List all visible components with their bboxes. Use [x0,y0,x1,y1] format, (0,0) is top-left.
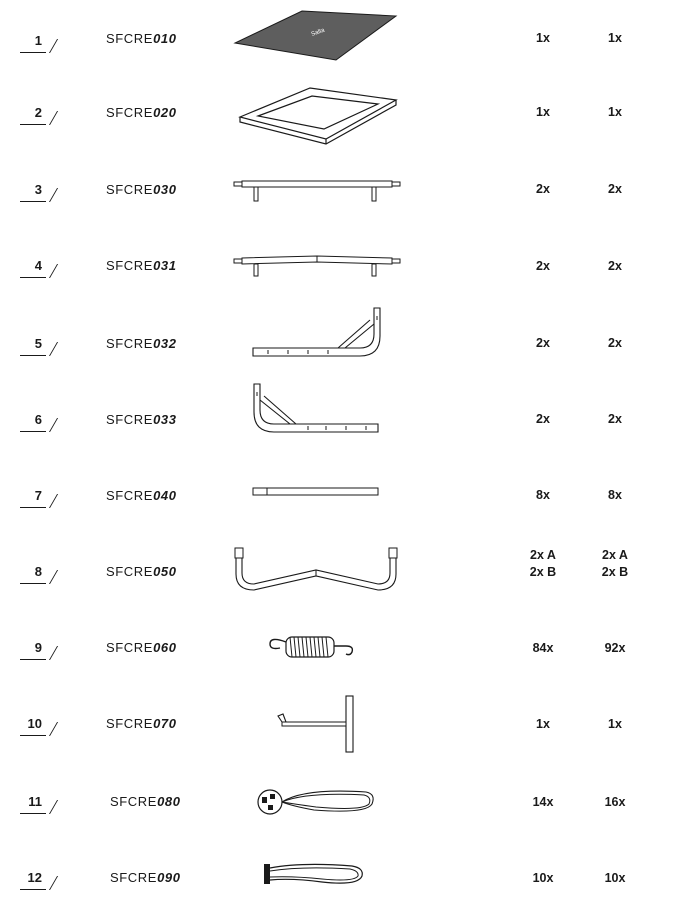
quantity-a: 2x A 2x B [529,548,557,579]
quantity-b: 2x [608,336,622,350]
part-number-text: 1 [34,33,42,48]
part-code: SFCRE031 [106,258,177,273]
part-row [0,84,673,144]
part-number [20,33,54,53]
part-code: SFCRE030 [106,182,177,197]
connector-tube-icon [252,486,380,498]
part-row [0,8,673,68]
quantity-a: 10x [532,871,554,885]
part-number [20,640,54,660]
part-code: SFCRE010 [106,31,177,46]
part-row [0,160,673,220]
padding-frame-icon [232,84,402,144]
part-number-text: 6 [34,412,42,427]
quantity-a: 14x [532,795,554,809]
quantity-a: 2x [536,182,550,196]
part-number-text: 4 [34,258,42,273]
part-code: SFCRE080 [110,794,181,809]
quantity-a: 1x [536,31,550,45]
part-row [0,466,673,526]
part-code: SFCRE033 [106,412,177,427]
bent-tube-with-legs-icon [234,253,400,279]
quantity-b: 92x [604,641,626,655]
quantity-a: 2x [536,412,550,426]
quantity-b: 8x [608,488,622,502]
quantity-b: 1x [608,105,622,119]
quantity-a: 2x [536,259,550,273]
corner-frame-right-icon [250,306,384,368]
part-row [0,390,673,450]
part-code: SFCRE050 [106,564,177,579]
strap-loop-icon [262,860,366,890]
quantity-b: 10x [604,871,626,885]
quantity-a: 8x [536,488,550,502]
part-number-text: 8 [34,564,42,579]
part-number [20,336,54,356]
part-number-text: 2 [34,105,42,120]
quantity-a: 1x [536,105,550,119]
part-number-text: 11 [28,794,42,809]
quantity-a: 1x [536,717,550,731]
part-number [20,716,54,736]
part-number [20,258,54,278]
quantity-b: 2x [608,182,622,196]
part-code: SFCRE040 [106,488,177,503]
part-number [20,105,54,125]
part-code: SFCRE020 [106,105,177,120]
part-code: SFCRE032 [106,336,177,351]
quantity-a: 2x [536,336,550,350]
part-number [20,870,54,890]
part-row [0,618,673,678]
part-row [0,848,673,908]
part-row [0,236,673,296]
quantity-b: 2x [608,412,622,426]
ball-bungee-icon [254,786,378,818]
part-number-text: 9 [34,640,42,655]
spring-puller-tool-icon [274,694,360,754]
part-number-text: 3 [34,182,42,197]
part-number [20,488,54,508]
spring-icon [266,632,356,662]
part-number-text: 12 [27,870,42,885]
quantity-a: 84x [532,641,554,655]
part-code: SFCRE060 [106,640,177,655]
u-shaped-leg-icon [232,546,402,594]
quantity-b: 2x A 2x B [601,548,629,579]
quantity-b: 16x [604,795,626,809]
svg-text:Salta: Salta [310,27,326,38]
part-number [20,182,54,202]
part-number [20,794,54,814]
part-number [20,564,54,584]
quantity-b: 1x [608,31,622,45]
part-number-text: 7 [34,488,42,503]
part-row [0,542,673,602]
part-row [0,772,673,832]
straight-tube-with-legs-icon [234,178,400,204]
part-row [0,314,673,374]
part-code: SFCRE090 [110,870,181,885]
part-number-text: 10 [27,716,42,731]
part-number-text: 5 [34,336,42,351]
part-row [0,694,673,754]
part-code: SFCRE070 [106,716,177,731]
corner-frame-left-icon [250,382,384,444]
jump-mat-icon [230,10,400,66]
part-number [20,412,54,432]
quantity-b: 2x [608,259,622,273]
quantity-b: 1x [608,717,622,731]
